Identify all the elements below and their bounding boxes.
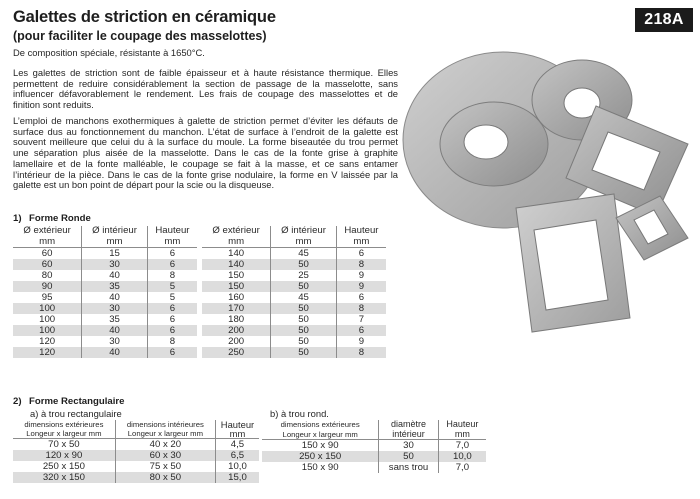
table-cell: 6 (358, 248, 365, 259)
table-row (13, 347, 197, 358)
table-cell: 50 (379, 451, 438, 462)
table-cell: 6 (358, 292, 365, 303)
section-round-heading (13, 213, 91, 224)
col-unit: mm (202, 237, 271, 248)
table-cell: 100 (13, 314, 82, 325)
table-cell: 9 (358, 270, 365, 281)
col-header: Ø extérieur (202, 226, 271, 237)
table-cell: 200 (202, 325, 271, 336)
table-cell: 170 (202, 303, 271, 314)
col-header: diamètre (379, 420, 438, 430)
col-header: Hauteur (220, 419, 255, 430)
table-cell: 50 (271, 303, 337, 314)
table-cell: 7,0 (455, 440, 470, 451)
table-row (13, 248, 197, 260)
table-cell: 6,5 (230, 450, 245, 461)
section-number: 1) (13, 213, 22, 224)
table-cell: 8 (358, 303, 365, 314)
table-row (262, 451, 486, 462)
table-row (13, 450, 259, 461)
page-badge: 218A (635, 8, 693, 32)
table-cell: 45 (271, 292, 337, 303)
table-cell: 9 (358, 336, 365, 347)
table-cell: 6 (169, 347, 176, 358)
table-cell: 45 (271, 248, 337, 260)
col-header: dimensions intérieures (115, 420, 215, 429)
table-cell: 50 (271, 314, 337, 325)
table-row (13, 314, 197, 325)
col-header: Ø extérieur (13, 226, 82, 237)
table-row (202, 336, 386, 347)
table-cell: 6 (169, 314, 176, 325)
col-unit: mm (13, 237, 82, 248)
section-number: 2) (13, 396, 22, 407)
table-cell: 6 (169, 325, 176, 336)
table-cell: 30 (379, 440, 438, 452)
rect-table-b (262, 420, 486, 473)
table-row (202, 259, 386, 270)
table-cell: 35 (82, 314, 148, 325)
table-row (202, 281, 386, 292)
table-cell: 150 x 90 (262, 440, 379, 452)
table-cell: 8 (358, 347, 365, 358)
table-cell: 10,0 (228, 461, 247, 472)
table-cell: 70 x 50 (13, 439, 115, 451)
table-row (202, 314, 386, 325)
round-table-right (202, 226, 386, 358)
table-cell: sans trou (379, 462, 438, 473)
rect-plate-tall (516, 194, 630, 332)
table-cell: 80 (13, 270, 82, 281)
table-cell: 50 (271, 347, 337, 358)
table-row (13, 336, 197, 347)
table-row (13, 472, 259, 483)
table-cell: 30 (82, 303, 148, 314)
table-cell: 6 (358, 325, 365, 336)
table-cell: 120 x 90 (13, 450, 115, 461)
table-row (202, 270, 386, 281)
table-row (13, 259, 197, 270)
round-table-right-body (202, 248, 386, 359)
ring-lower (440, 102, 548, 186)
table-row (13, 325, 197, 336)
table-cell: 15 (82, 248, 148, 260)
table-cell: 15,0 (228, 472, 247, 483)
table-cell: 160 (202, 292, 271, 303)
table-cell: 250 x 150 (262, 451, 379, 462)
table-row (13, 439, 259, 451)
page-subtitle: (pour faciliter le coupage des masselottes) (13, 29, 267, 43)
table-row (202, 347, 386, 358)
table-row (13, 270, 197, 281)
table-cell: 9 (358, 281, 365, 292)
table-cell: 50 (271, 336, 337, 347)
intro-paragraph-1: Les galettes de striction sont de faible épaisseur et à haute résistance thermique. Elles permettent de reduire considérablement la section de passage de la masselotte, sans influencer défavorablement le rendement. Les frais de coupage des masselottes et de finition sont reduits. (13, 67, 398, 111)
col-unit: mm (336, 237, 386, 248)
col-unit: mm (438, 430, 486, 440)
section-rect-heading (13, 396, 124, 407)
rect-table-b-body (262, 440, 486, 474)
table-cell: 40 (82, 325, 148, 336)
table-row (262, 440, 486, 452)
col-unit: mm (82, 237, 148, 248)
table-row (13, 281, 197, 292)
table-cell: 90 (13, 281, 82, 292)
col-unit: Longeur x largeur mm (115, 429, 215, 439)
table-cell: 60 (13, 248, 82, 260)
table-cell: 150 x 90 (262, 462, 379, 473)
table-cell: 5 (169, 281, 176, 292)
table-cell: 30 (82, 259, 148, 270)
col-header: Ø intérieur (82, 226, 148, 237)
table-cell: 250 x 150 (13, 461, 115, 472)
ceramic-products-photo (398, 48, 696, 348)
round-table-left-body (13, 248, 197, 359)
table-row (262, 462, 486, 473)
intro-composition: De composition spéciale, résistante à 1650°C. (13, 47, 205, 58)
col-header: dimensions extérieures (13, 420, 115, 429)
table-row (13, 303, 197, 314)
table-cell: 80 x 50 (115, 472, 215, 483)
table-cell: 60 (13, 259, 82, 270)
table-row (202, 303, 386, 314)
table-cell: 10,0 (453, 451, 472, 462)
table-cell: 100 (13, 325, 82, 336)
page-title: Galettes de striction en céramique (13, 8, 276, 26)
table-cell: 6 (169, 248, 176, 259)
table-cell: 6 (169, 303, 176, 314)
col-header: dimensions extérieures (262, 420, 379, 430)
table-row (202, 325, 386, 336)
table-cell: 100 (13, 303, 82, 314)
col-unit: Longeur x largeur mm (13, 429, 115, 439)
col-header: Hauteur (446, 419, 479, 429)
table-cell: 7,0 (455, 462, 470, 473)
col-unit: intérieur (379, 430, 438, 440)
table-cell: 50 (271, 259, 337, 270)
table-cell: 7 (358, 314, 365, 325)
rect-table-a (13, 420, 259, 483)
col-header: Hauteur (155, 225, 190, 236)
table-cell: 40 (82, 347, 148, 358)
table-cell: 250 (202, 347, 271, 358)
col-unit: mm (147, 237, 197, 248)
table-row (13, 461, 259, 472)
table-cell: 120 (13, 336, 82, 347)
table-cell: 8 (169, 270, 176, 281)
table-cell: 40 x 20 (115, 439, 215, 451)
table-cell: 40 (82, 292, 148, 303)
section-title: Forme Ronde (29, 213, 91, 224)
subsection-b-heading: b) à trou rond. (270, 408, 329, 419)
table-cell: 120 (13, 347, 82, 358)
table-cell: 140 (202, 248, 271, 260)
table-cell: 35 (82, 281, 148, 292)
rect-table-a-body (13, 439, 259, 484)
table-cell: 50 (271, 281, 337, 292)
table-cell: 40 (82, 270, 148, 281)
table-cell: 5 (169, 292, 176, 303)
table-row (202, 248, 386, 260)
table-cell: 6 (169, 259, 176, 270)
section-title: Forme Rectangulaire (29, 396, 125, 407)
table-cell: 4,5 (230, 439, 245, 450)
round-table-left (13, 226, 197, 358)
intro-paragraph-2: L’emploi de manchons exothermiques à galette de striction permet d’éviter les défauts de surface dus au fonctionnement du manchon. L’état de surface à l’endroit de la galette est souvent meilleure que celui du à la surface du moule. La forme biseautée du trou permet une séparation plus aisée de la masselotte. Dans le cas de la fonte grise à graphite lamellaire et de la fonte malléable, le coupage se fait à la masse, et ce sans entamer l’intérieur de la pièce. Dans le cas de la fonte grise nodulaire, la forme en V laissée par la galette est un bon point de départ pour la scie ou la disqueuse. (13, 115, 398, 191)
table-cell: 8 (169, 336, 176, 347)
table-cell: 95 (13, 292, 82, 303)
table-cell: 200 (202, 336, 271, 347)
table-cell: 25 (271, 270, 337, 281)
table-cell: 150 (202, 281, 271, 292)
table-cell: 180 (202, 314, 271, 325)
col-unit: mm (215, 429, 259, 439)
table-cell: 320 x 150 (13, 472, 115, 483)
subsection-a-heading: a) à trou rectangulaire (30, 408, 122, 419)
table-cell: 75 x 50 (115, 461, 215, 472)
table-cell: 150 (202, 270, 271, 281)
table-cell: 140 (202, 259, 271, 270)
col-header: Hauteur (344, 225, 379, 236)
table-cell: 50 (271, 325, 337, 336)
col-unit: mm (271, 237, 337, 248)
rect-plate-small (616, 196, 688, 260)
col-unit: Longeur x largeur mm (262, 430, 379, 440)
table-cell: 8 (358, 259, 365, 270)
table-cell: 60 x 30 (115, 450, 215, 461)
table-cell: 30 (82, 336, 148, 347)
table-row (13, 292, 197, 303)
col-header: Ø intérieur (271, 226, 337, 237)
table-row (202, 292, 386, 303)
